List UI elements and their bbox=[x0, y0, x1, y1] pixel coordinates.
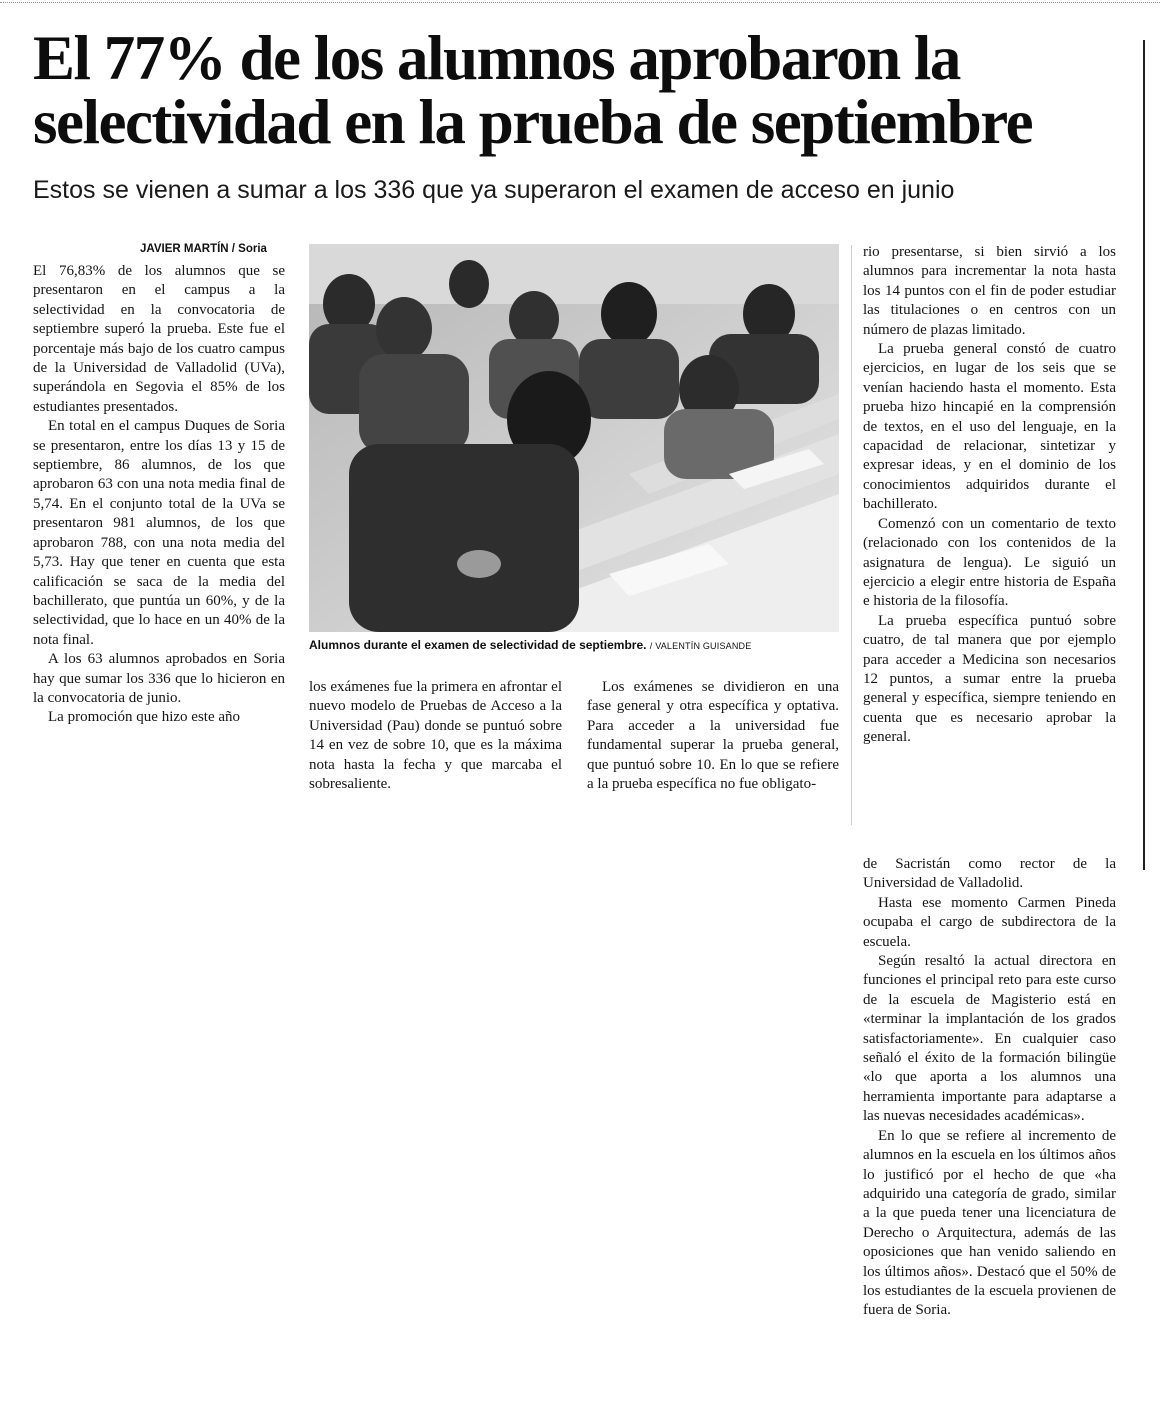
paragraph: Comenzó con un comentario de texto (relacionado con los contenidos de la asignatura de lengua). Le siguió un ejercicio a elegir entre historia de España e historia de la filosofía. bbox=[863, 515, 1116, 610]
paragraph: Hasta ese momento Carmen Pineda ocupaba el cargo de subdirectora de la escuela. bbox=[863, 894, 1116, 950]
article-column-5 bbox=[863, 855, 1116, 1321]
paragraph: rio presentarse, si bien sirvió a los alumnos para incrementar la nota hasta los 14 puntos con el fin de poder estudiar las titulaciones o en centros con un número de plazas limitado. bbox=[863, 244, 1116, 338]
paragraph: Según resaltó la actual directora en funciones el principal reto para este curso de la escuela de Magisterio está en «terminar la implantación de los grados satisfactoriamente». En cualquier caso señaló el éxito de la formación bilingüe «lo que aporta a los alumnos una herramienta importante para adaptarse a las nuevas necesidades académicas». bbox=[863, 953, 1116, 1125]
paragraph: En total en el campus Duques de Soria se presentaron, entre los días 13 y 15 de septiembre, 86 alumnos, de los que aprobaron 63 con una nota media final de 5,74. En el conjunto total de la UVa se presentaron 981 alumnos, de los que aprobaron 788, con una nota media del 5,73. Hay que tener en cuenta que esta calificación se saca de la media del bachillerato, que puntúa un 60%, y de la selectividad, que lo hace en un 40% de la nota final. bbox=[33, 418, 285, 648]
students-exam-photo bbox=[309, 244, 839, 632]
article-column-3 bbox=[587, 678, 839, 794]
article-photo bbox=[309, 244, 839, 632]
paragraph: La prueba general constó de cuatro ejercicios, en lugar de los seis que se venían haciendo hasta el momento. Esta prueba hizo hincapié en la comprensión de textos, en el uso del lenguaje, en la capacidad de relacionar, sintetizar y expresar ideas, y en el dominio de los conocimientos adquiridos durante el bachillerato. bbox=[863, 341, 1116, 513]
paragraph: La prueba específica puntuó sobre cuatro, de tal manera que por ejemplo para acceder a Medicina son necesarios 12 puntos, a sumar entre la prueba general y específica, siempre teniendo en cuenta que es necesario aprobar la general. bbox=[863, 612, 1116, 746]
article-column-4 bbox=[863, 243, 1116, 748]
top-dotted-rule bbox=[0, 2, 1160, 3]
paragraph: Los exámenes se dividieron en una fase general y otra específica y optativa. Para acceder a la universidad fue fundamental superar la prueba general, que puntuó sobre 10. En lo que se refiere a la prueba específica no fue obligato- bbox=[587, 679, 839, 793]
column-divider bbox=[851, 245, 852, 825]
right-column-rule bbox=[1143, 40, 1145, 870]
paragraph: de Sacristán como rector de la Universidad de Valladolid. bbox=[863, 856, 1116, 892]
paragraph: El 76,83% de los alumnos que se presentaron en el campus a la selectividad en la convocatoria de septiembre superó la prueba. Este fue el porcentaje más bajo de los cuatro campus de la Universidad de Valladolid (UVa), superándola en Segovia el 85% de los estudiantes presentados. bbox=[33, 263, 285, 415]
headline: El 77% de los alumnos aprobaron la selectividad en la prueba de septiembre bbox=[33, 23, 1033, 157]
paragraph: En lo que se refiere al incremento de alumnos en la escuela en los últimos años lo justificó por el hecho de que «ha adquirido una categoría de grado, similar a la que pueda tener una licenciatura de Derecho o Arquitectura, además de las oposiciones que han venido saliendo en los últimos años». Destacó que el 50% de los estudiantes de la escuela provienen de fuera de Soria. bbox=[863, 1127, 1116, 1319]
paragraph: La promoción que hizo este año bbox=[48, 709, 241, 726]
photo-caption bbox=[309, 638, 849, 652]
paragraph: los exámenes fue la primera en afrontar el nuevo modelo de Pruebas de Acceso a la Universidad (Pau) donde se puntuó sobre 14 en vez de sobre 10, que es la máxima nota hasta la fecha y que marcaba el sobresaliente. bbox=[309, 679, 562, 793]
photo-caption-text: Alumnos durante el examen de selectividad de septiembre. bbox=[309, 638, 647, 652]
paragraph: A los 63 alumnos aprobados en Soria hay que sumar los 336 que lo hicieron en la convocatoria de junio. bbox=[33, 651, 285, 706]
subheadline: Estos se vienen a sumar a los 336 que ya superaron el examen de acceso en junio bbox=[33, 176, 955, 204]
photo-credit: / VALENTÍN GUISANDE bbox=[649, 641, 752, 651]
article-column-2 bbox=[309, 678, 562, 794]
article-column-1 bbox=[33, 262, 285, 728]
byline: JAVIER MARTÍN / Soria bbox=[140, 243, 267, 255]
